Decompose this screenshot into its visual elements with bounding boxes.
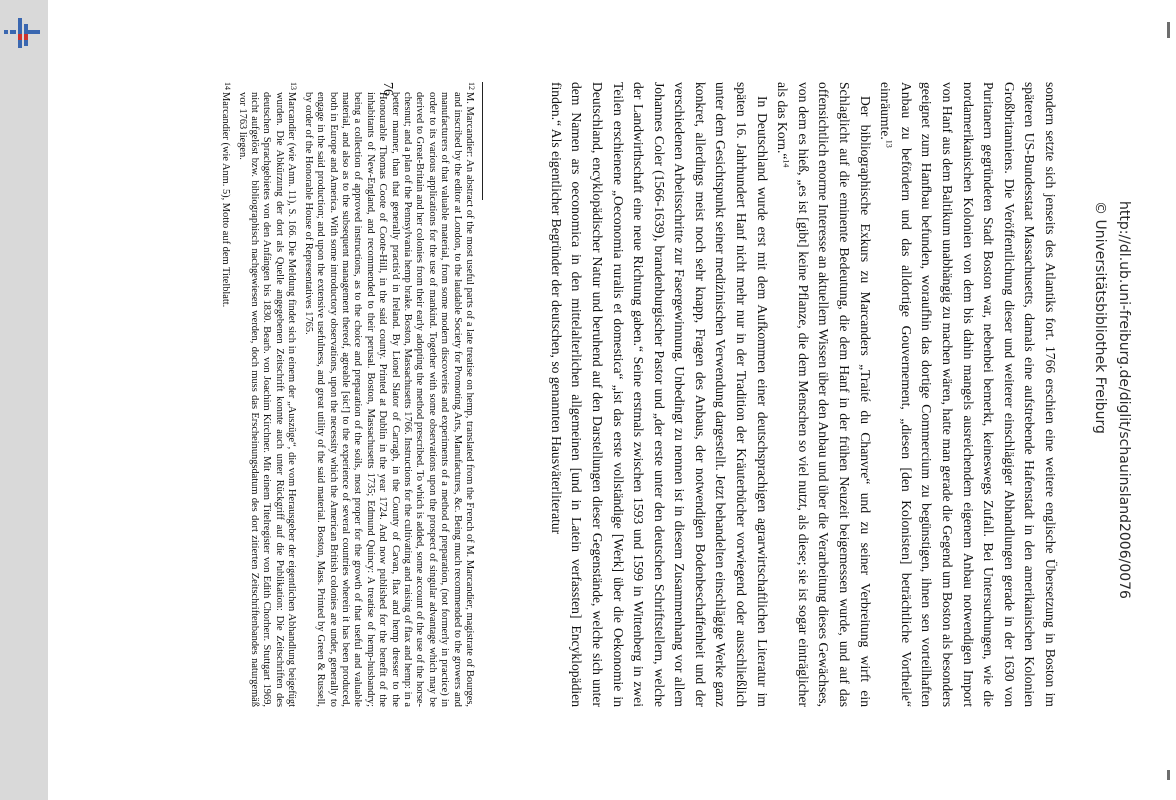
paragraph — [545, 82, 772, 707]
footnote-text: M. Marcandier: An abstract of the most useful parts of a late treatise on hemp, translated from the French of M. Marcandier, magistrate of Bourges, and inscribed by the editor at London, to the laudable Society for Promoting Arts, Manufactures, &c. Being much recommended to the growers and manufacturers of that valuable material, from some modern discoveries and experiments of a method of preparation, (not formerly in practice) in order to its various applications for the use of mankind. Together with some observations upon the prospect of singular advantage which may be derived to Great-Britain and her colonies from their early adopting the method prescribed. To which is added, some account of the use of the horse-chesnut; and a plan of the Pennsylvania hemp brake. Boston, Massachusetts 1766. Instructions for the cultivating and raising of flax and hemp: in a better manner, than that generally practis'd in Ireland. By Lionel Slator of Carragh, in the County of Cavan, flax and hemp dresser to the Honourable Thomas Coote of Coote-Hill, in the said county. Printed at Dublin in the year 1724. And now published for the benefit of the inhabitants of New-England, and recommended to their perusal. Boston, Massachusetts 1735; Edmund Quincy: A treatise of hemp-husbandry; being a collection of approved instructions, as to the choice and preparation of the soils, most proper for the growth of that useful and valuable material, and also as to the subsequent management thereof, agreable [sic!] to the experience of several countries wherein it has been produced, both in Europe and America. With some introductory observations, upon the necessity which the American British colonies are under, generally to engage in the said production; and upon the extensive usefulness, and great utility of the said material. Boston, Mass. Printed by Green & Russell, by order of the Honorable House of Representatives 1765. — [302, 92, 475, 707]
footnotes — [215, 82, 475, 707]
footnote-text: Marcandier (wie Anm. 11), S. 166. Die Meldung findet sich in einem der „Auszüge“, die vom Herausgeber der eigentlichen Abhandlung beigefügt wurden. Die Abkürzung der dort als Quelle angegebenen Zeitschrift konnte auch unter Rückgriff auf die Publikation: Die Zeitschriften des deutschen Sprachgebietes von den Anfängen bis 1830. Bearb. von Joachim Kirchner. Mit einem Titelregister von Edith Chorherr. Stuttgart 1969, nicht aufgelöst bzw. bibliographisch nachgewiesen werden, doch muss das Erscheinungsdatum des dort zitierten Zeitschriftenbandes naturgemäß vor 1763 liegen. — [236, 92, 298, 707]
paragraph — [875, 82, 1060, 707]
footnote — [301, 82, 475, 707]
university-library-logo-icon — [4, 16, 44, 50]
paragraph-text: In Deutschland wurde erst mit dem Aufkommen einer deutschsprachigen agrarwirtschaftlichen Literatur im späten 16. Jahrhundert Hanf nicht mehr nur in der Tradition der Kräuterbücher vorwiegend oder ausschließlich unter dem Gesichtspunkt seiner medizinischen Verwendung dargestellt. Jetzt behandelten einschlägige Werke ganz konkret, allerdings meist noch sehr knapp, Fragen des Anbaus, der notwendigen Bodenbeschaffenheit und der verschiedenen Arbeitsschritte zur Fasergewinnung. Unbedingt zu nennen ist in diesem Zusammenhang vor allem Johannes Coler (1566-1639), brandenburgischer Pastor und „der erste unter den deutschen Schriftstellern, welche der Landwirthschaft eine neue Richtung gaben.“ Seine erstmals zwischen 1593 und 1599 in Wittenberg in zwei Teilen erschienene „Oeconomia ruralis et domestica“ „ist das erste vollständige [Werk] über die Oekonomie in Deutschland, encyklopädischer Natur und beruhend auf den Darstellungen dieser Gegenstände, welche sich unter dem Namen ars oeconomica in den mittelalterlichen allgemeinen [und in Latein verfassten] Encyklopädien finden.“ Als eigentlicher Begründer der deutschen, so genannten Hausväterliteratur — [548, 82, 770, 707]
paragraph-text: sondern setzte sich jenseits des Atlantiks fort. 1766 erschien eine weitere englische Übersetzung in Boston im späteren US-Bundesstaat Massachusetts, damals eine aufstrebende Hafenstadt in den amerikanischen Kolonien Großbritanniens. Die Veröffentlichung dieser und weiterer einschlägiger Abhandlungen gerade in der 1630 von Puritanern gegründeten Stadt Boston war, nebenbei bemerkt, keineswegs Zufall. Bei Untersuchungen, wie die nordamerikanischen Kolonien von dem bis dahin mangels ausreichendem eigenem Anbau notwendigen Import von Hanf aus dem Baltikum unabhängig zu machen wären, hatte man gerade die Gegend um Boston als besonders geeignet zum Hanfbau befunden, woraufhin das dortige Commercium zu begünstigen, ihnen sen vorteilhaften Anbau zu befördern und das alldortige Gouvernement, „diesen [den Kolonisten] beträchtliche Vortheile“ einräumte. — [878, 82, 1058, 707]
main-text — [545, 82, 1060, 707]
page-number: 76 — [380, 82, 395, 96]
footnote-ref: 13 — [884, 139, 894, 148]
paragraph-text: Der bibliographische Exkurs zu Marcanders „Traité du Chanvre“ und zu seiner Verbreitung wirft ein Schlaglicht auf die eminente Bedeutung, die dem Hanf in der frühen Neuzeit beigemessen wurde, und auf das offensichtlich enorme Interesse an aktuellem Wissen über den Anbau und über die Verarbeitung dieses Gewächses, von dem es hieß, „es ist [gibt] keine Pflanze, die dem Menschen so viel nutzt, als diese; sie ist sogar einträglicher als das Korn.“ — [775, 82, 873, 707]
scanned-page — [135, 47, 1085, 737]
footnote-number: 12 — [467, 82, 476, 90]
scan-edge-mark — [1167, 22, 1170, 38]
footnote-number: 13 — [289, 82, 299, 90]
scan-edge — [1162, 0, 1176, 800]
footnote-divider — [482, 82, 483, 200]
footnote-text: Marcandier (wie Anm. 5), Motto auf dem Titelblatt. — [220, 92, 232, 308]
footnote-ref: 14 — [781, 159, 791, 168]
viewer-sidebar-strip — [0, 0, 48, 800]
watermark-copyright: © Universitätsbibliothek Freiburg — [1092, 201, 1108, 434]
footnote — [235, 82, 297, 707]
footnote — [219, 82, 231, 707]
scan-edge-mark — [1167, 770, 1170, 780]
paragraph — [772, 82, 875, 707]
footnote-number: 14 — [223, 82, 233, 90]
watermark-url[interactable]: http://dl.ub.uni-freiburg.de/diglit/schauinsland2006/0076 — [1116, 201, 1132, 599]
watermark-text — [1088, 201, 1136, 599]
